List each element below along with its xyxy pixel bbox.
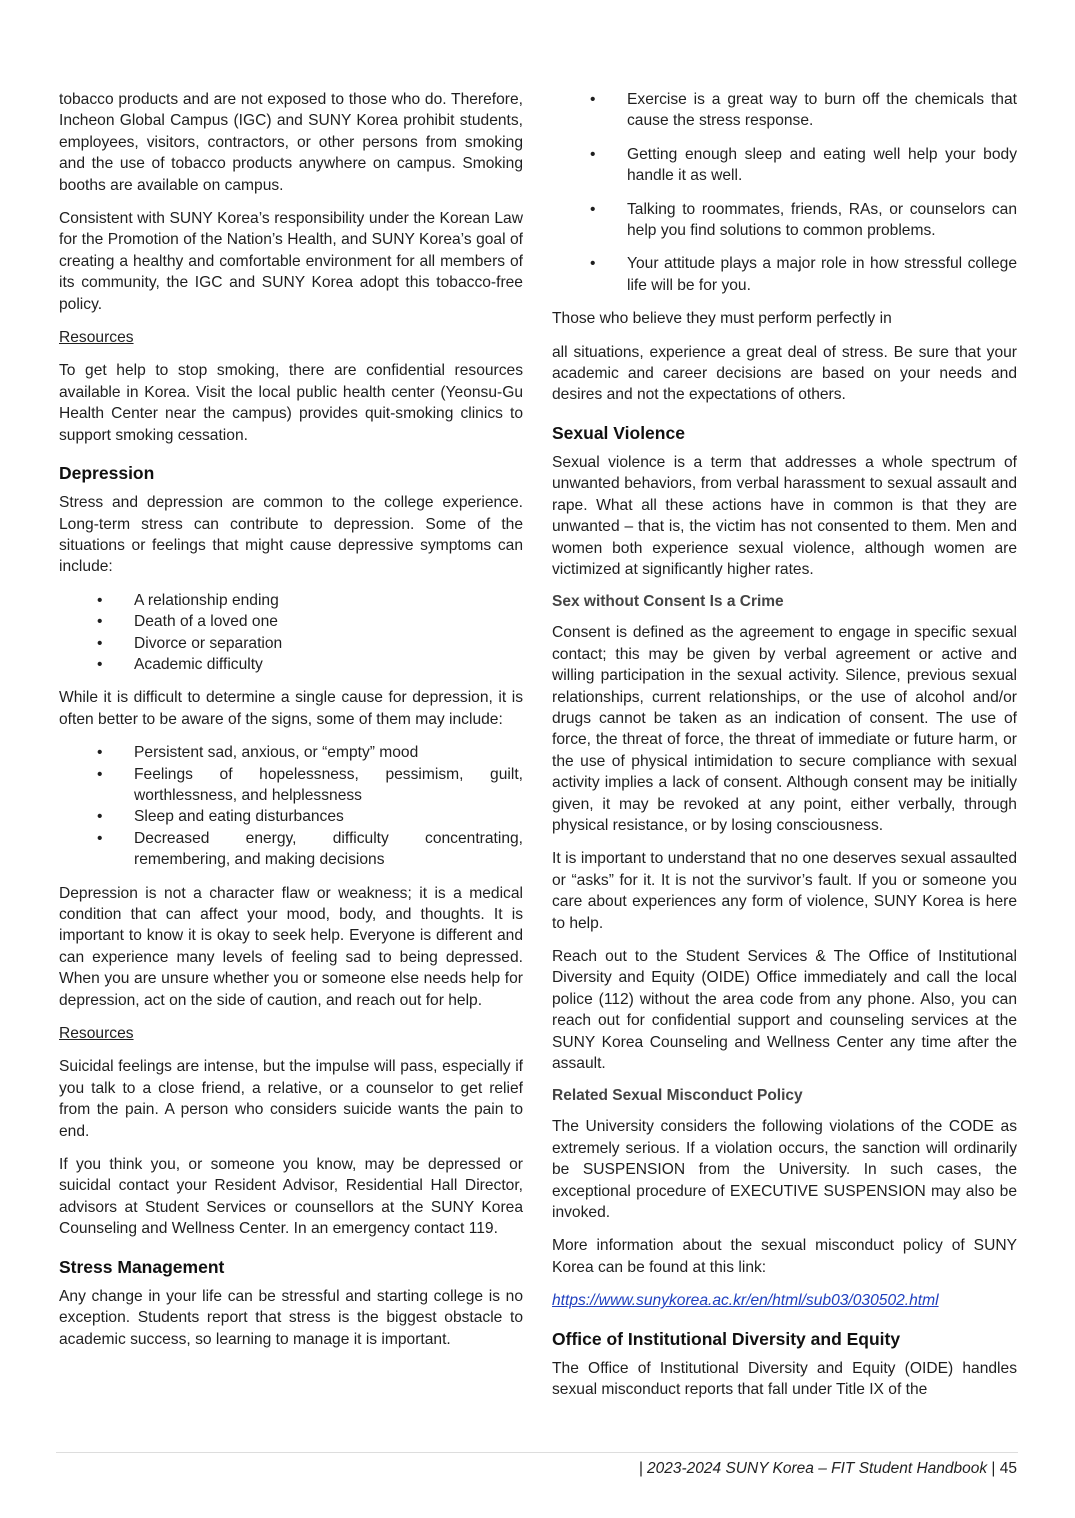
resources-subheading: Resources [59,1025,134,1043]
list-item: • Feelings of hopelessness, pessimism, guilt, worthlessness, and helplessness [59,764,523,807]
paragraph: Reach out to the Student Services & The Office of Institutional Diversity and Equity (OIDE) Office immediately and call the local police (112) without the area code from any phone. Also, you can reach out for confidential support and counseling services at the SUNY Korea Counseling and Wellness Center any time after the assault. [552,948,1017,1073]
paragraph: Sexual violence is a term that addresses a whole spectrum of unwanted behaviors, from verbal harassment to sexual assault and rape. What all these actions have in common is that they are unwanted – that is, the victim has not consented to them. Men and women both experience sexual violence, although women are victimized at significantly higher rates. [552,453,1017,578]
footer-title: | 2023-2024 SUNY Korea – FIT Student Handbook [638,1460,988,1477]
paragraph: Stress and depression are common to the college experience. Long-term stress can contribute to depression. Some of the situations or feelings that might cause depressive symptoms can include: [59,494,523,576]
policy-link[interactable]: https://www.sunykorea.ac.kr/en/html/sub03/030502.html [552,1292,939,1310]
subheading-consent: Sex without Consent Is a Crime [552,593,784,611]
section-heading-stress: Stress Management [59,1256,225,1277]
paragraph: all situations, experience a great deal of stress. Be sure that your academic and career decisions are based on your needs and desires and not the expectations of others. [552,343,1017,404]
list-item: • Getting enough sleep and eating well help your body handle it as well. [552,144,1017,187]
list-item: • A relationship ending [59,590,523,611]
paragraph: The University considers the following violations of the CODE as extremely serious. If a violation occurs, the sanction will ordinarily be SUSPENSION from the University. In such cases, the exceptional procedure of EXECUTIVE SUSPENSION may also be invoked. [552,1118,1017,1222]
signs-list [59,742,523,870]
page-footer [639,1460,1017,1478]
paragraph: While it is difficult to determine a single cause for depression, it is often better to be aware of the signs, some of them may include: [59,689,523,728]
list-item: • Talking to roommates, friends, RAs, or counselors can help you find solutions to common problems. [552,199,1017,242]
list-item: • Sleep and eating disturbances [59,806,523,827]
list-item: • Your attitude plays a major role in how stressful college life will be for you. [552,253,1017,296]
resources-subheading: Resources [59,329,134,347]
paragraph: If you think you, or someone you know, may be depressed or suicidal contact your Resident Advisor, Residential Hall Director, advisors at Student Services or counsellors at the SUNY Korea Counseling and Wellness Center. In an emergency contact 119. [59,1156,523,1238]
paragraph: The Office of Institutional Diversity and Equity (OIDE) handles sexual misconduct reports that fall under Title IX of the [552,1359,1017,1399]
paragraph: Suicidal feelings are intense, but the impulse will pass, especially if you talk to a close friend, a relative, or a counselor to get relief from the pain. A person who considers suicide wants the pain to end. [59,1058,523,1140]
list-item: • Academic difficulty [59,654,523,675]
paragraph: Those who believe they must perform perfectly in [552,310,892,328]
paragraph: Consent is defined as the agreement to engage in specific sexual contact; this may be given by verbal agreement or active and willing participation in the sexual activity. Silence, previous sexual relationships, current relationships, or the use of alcohol and/or drugs cannot be taken as an indication of consent. The use of force, the threat of force, the threat of immediate or future harm, or the use of physical intimidation to secure compliance with sexual activity implies a lack of consent. Although consent may be initially given, it may be revoked at any point, either verbally, through physical resistance, or by losing consciousness. [552,624,1017,834]
section-heading-sexual-violence: Sexual Violence [552,422,685,443]
link-paragraph [552,1290,1017,1311]
list-item: • Exercise is a great way to burn off the chemicals that cause the stress response. [552,89,1017,132]
page-number: | 45 [991,1460,1017,1477]
paragraph: Depression is not a character flaw or weakness; it is a medical condition that can affect your mood, body, and thoughts. It is important to know it is okay to seek help. Everyone is different and can experience many levels of feeling sad to being depressed. When you are unsure whether you or someone else needs help for depression, act on the side of caution, and reach out for help. [59,884,523,1009]
paragraph: More information about the sexual misconduct policy of SUNY Korea can be found at this link: [552,1237,1017,1276]
list-item: • Decreased energy, difficulty concentrating, remembering, and making decisions [59,828,523,871]
paragraph: To get help to stop smoking, there are confidential resources available in Korea. Visit the local public health center (Yeonsu-Gu Health Center near the campus) provides quit-smoking clinics to support smoking cessation. [59,362,523,444]
paragraph: Any change in your life can be stressful and starting college is no exception. Students report that stress is the biggest obstacle to academic success, so learning to manage it is important. [59,1287,523,1348]
footer-divider [56,1452,1018,1453]
causes-list [59,590,523,676]
subheading-policy: Related Sexual Misconduct Policy [552,1087,803,1105]
list-item: • Death of a loved one [59,611,523,632]
paragraph: It is important to understand that no one deserves sexual assaulted or “asks” for it. It is not the survivor’s fault. If you or someone you care about experiences any form of violence, SUNY Korea is here to help. [552,850,1017,932]
paragraph: Consistent with SUNY Korea’s responsibility under the Korean Law for the Promotion of the Nation’s Health, and SUNY Korea’s goal of creating a healthy and comfortable environment for all members of its community, the IGC and SUNY Korea adopt this tobacco-free policy. [59,210,523,313]
list-item: • Persistent sad, anxious, or “empty” mood [59,742,523,763]
section-heading-oide: Office of Institutional Diversity and Equity [552,1328,901,1349]
stress-tips-list [552,89,1017,296]
left-column [59,89,523,1362]
section-heading-depression: Depression [59,463,155,484]
list-item: • Divorce or separation [59,633,523,654]
right-column [552,89,1017,1413]
paragraph: tobacco products and are not exposed to those who do. Therefore, Incheon Global Campus (IGC) and SUNY Korea prohibit students, employees, visitors, contractors, or other persons from smoking and the use of tobacco products anywhere on campus. Smoking booths are available on campus. [59,91,523,194]
